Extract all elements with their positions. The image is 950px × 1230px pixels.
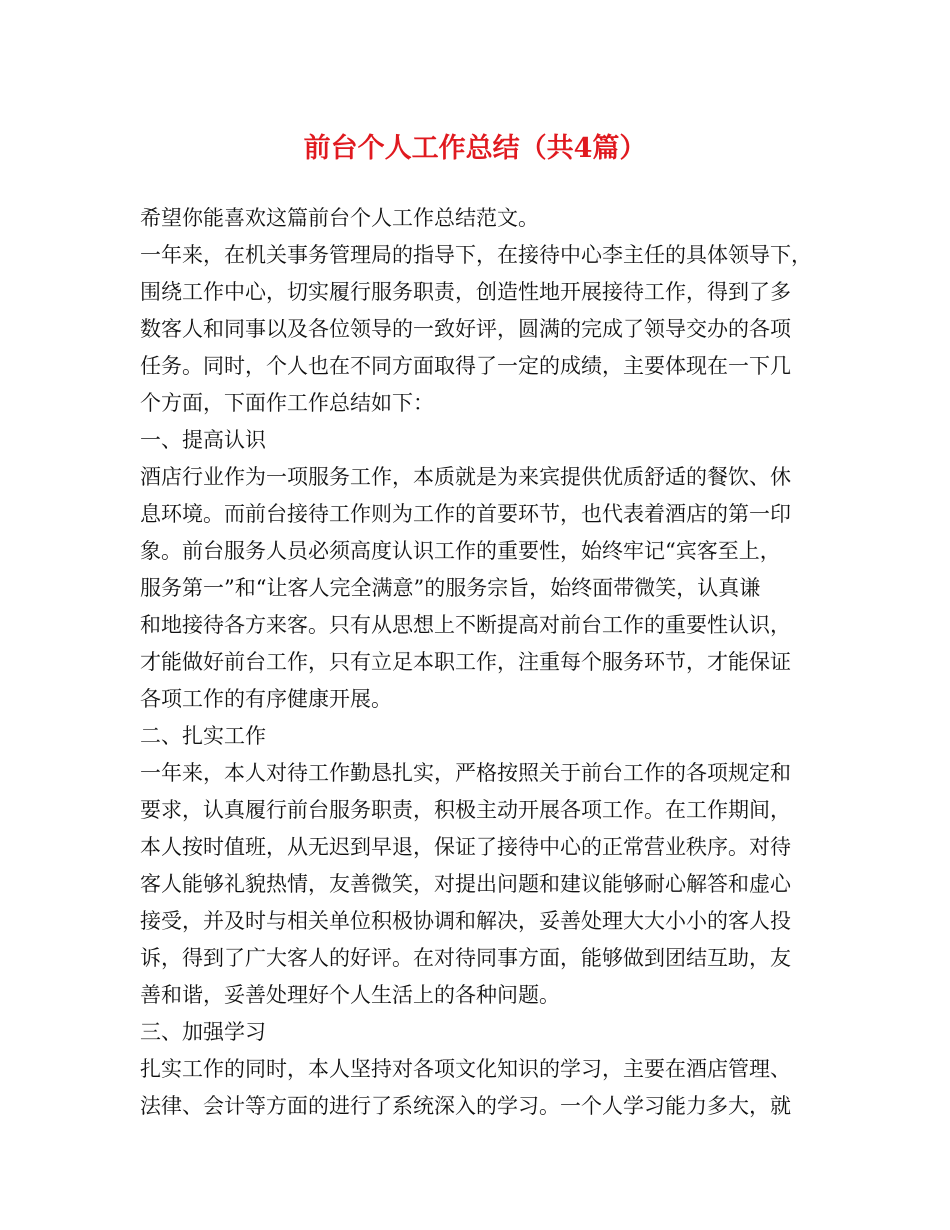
section-heading: 二、扎实工作	[140, 724, 266, 748]
paragraph-line: 围绕工作中心，切实履行服务职责，创造性地开展接待工作，得到了多	[140, 280, 791, 304]
section-heading: 一、提高认识	[140, 428, 266, 452]
paragraph-line: 酒店行业作为一项服务工作，本质就是为来宾提供优质舒适的餐饮、休	[140, 465, 791, 489]
paragraph-line: 客人能够礼貌热情，友善微笑，对提出问题和建议能够耐心解答和虚心	[140, 872, 791, 896]
paragraph-line: 接受，并及时与相关单位积极协调和解决，妥善处理大大小小的客人投	[140, 909, 791, 933]
paragraph-line: 各项工作的有序健康开展。	[140, 687, 392, 711]
paragraph-line: 善和谐，妥善处理好个人生活上的各种问题。	[140, 983, 560, 1007]
paragraph-line: 要求，认真履行前台服务职责，积极主动开展各项工作。在工作期间，	[140, 798, 791, 822]
section-heading: 三、加强学习	[140, 1020, 266, 1044]
document-body	[140, 200, 830, 1125]
paragraph-line: 希望你能喜欢这篇前台个人工作总结范文。	[140, 206, 539, 230]
paragraph-line: 一年来，本人对待工作勤恳扎实，严格按照关于前台工作的各项规定和	[140, 761, 791, 785]
paragraph-line: 本人按时值班，从无迟到早退，保证了接待中心的正常营业秩序。对待	[140, 835, 791, 859]
paragraph-line: 个方面，下面作工作总结如下：	[140, 391, 434, 415]
paragraph-line: 一年来，在机关事务管理局的指导下，在接待中心李主任的具体领导下，	[140, 243, 812, 267]
paragraph-line: 象。前台服务人员必须高度认识工作的重要性，始终牢记“宾客至上，	[140, 539, 781, 563]
paragraph-line: 才能做好前台工作，只有立足本职工作，注重每个服务环节，才能保证	[140, 650, 791, 674]
paragraph-line: 和地接待各方来客。只有从思想上不断提高对前台工作的重要性认识，	[140, 613, 791, 637]
paragraph-line: 法律、会计等方面的进行了系统深入的学习。一个人学习能力多大，就	[140, 1094, 791, 1118]
paragraph-line: 任务。同时，个人也在不同方面取得了一定的成绩，主要体现在一下几	[140, 354, 791, 378]
paragraph-line: 息环境。而前台接待工作则为工作的首要环节，也代表着酒店的第一印	[140, 502, 791, 526]
document-title: 前台个人工作总结（共4篇）	[303, 133, 647, 164]
paragraph-line: 扎实工作的同时，本人坚持对各项文化知识的学习，主要在酒店管理、	[140, 1057, 791, 1081]
paragraph-line: 服务第一”和“让客人完全满意”的服务宗旨，始终面带微笑，认真谦	[140, 576, 761, 600]
paragraph-line: 诉，得到了广大客人的好评。在对待同事方面，能够做到团结互助，友	[140, 946, 791, 970]
paragraph-line: 数客人和同事以及各位领导的一致好评，圆满的完成了领导交办的各项	[140, 317, 791, 341]
